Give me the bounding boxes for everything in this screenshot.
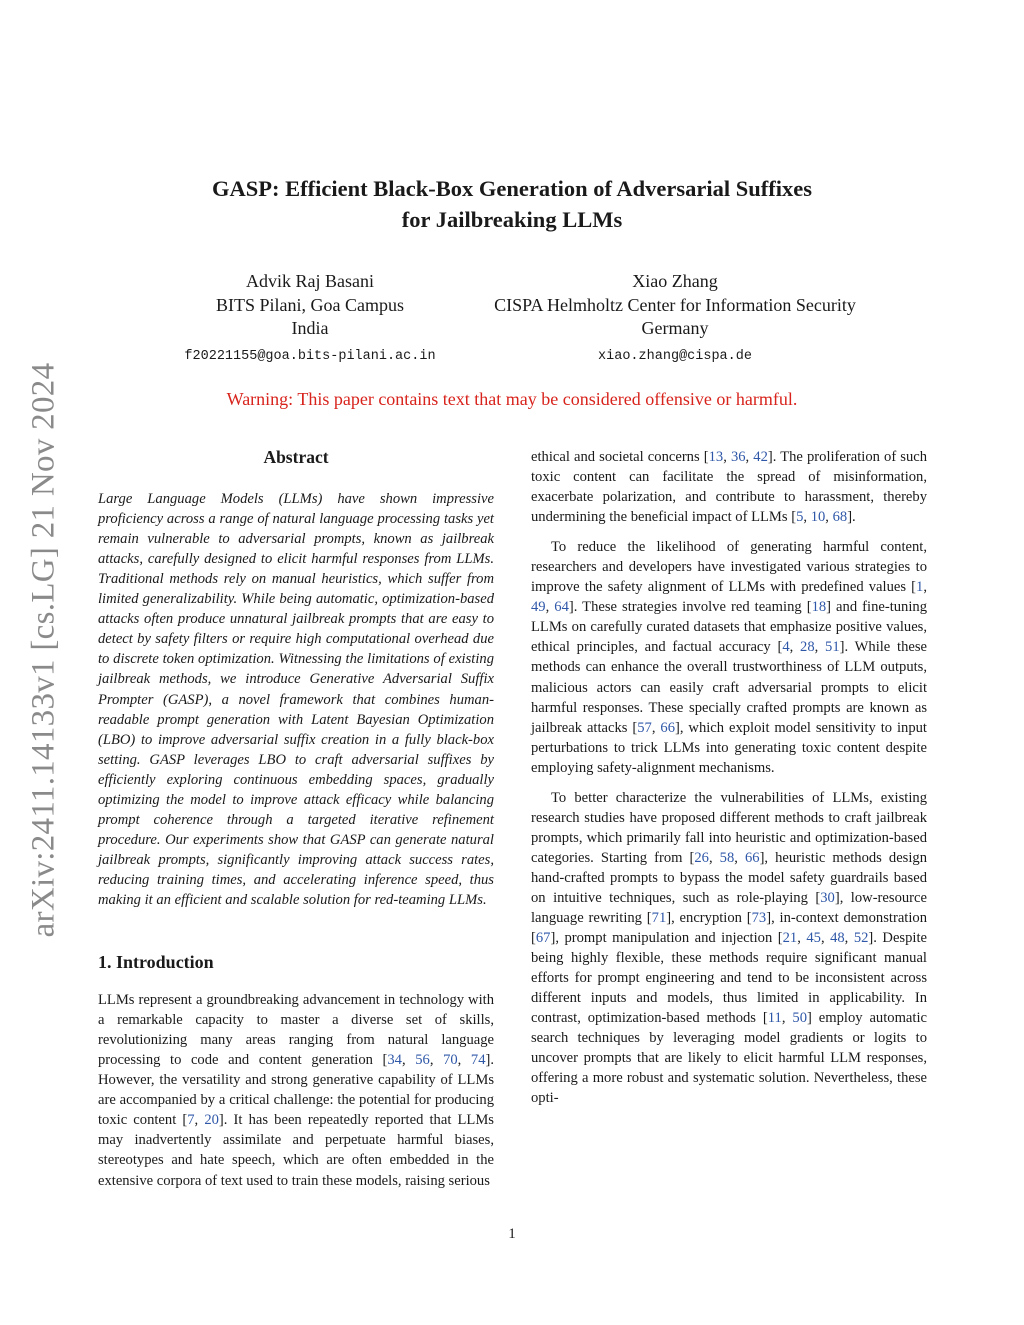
abstract-text: Large Language Models (LLMs) have shown impressive proficiency across a range of natural language processing tasks yet remain vulnerable to adversarial prompts, known as jailbreak attacks, carefully designed to elicit harmful responses from LLMs. Traditional methods rely on manual heuristics, which suffer from limited generalizability. While being automatic, optimization-based attacks often produce unnatural jailbreak prompts that are easy to detect by safety filters or require high computational overhead due to discrete token optimization. Witnessing the limitations of existing jailbreak methods, we introduce Generative Adversarial Suffix Prompter (GASP), a novel framework that combines human-readable prompt generation with Latent Bayesian Optimization (LBO) to improve adversarial suffix creation in a fully black-box setting. GASP leverages LBO to craft adversarial suffixes by efficiently exploring continuous embedding spaces, gradually optimizing the model to improve attack efficacy while balancing prompt coherence through a targeted iterative refinement procedure. Our experiments show that GASP can generate natural jailbreak prompts, significantly improving attack success rates, reducing training times, and accelerating inference speed, thus making it an efficient and scalable solution for red-teaming LLMs. (98, 491, 494, 908)
section-heading: 1. Introduction (98, 952, 214, 973)
author-email: f20221155@goa.bits-pilani.ac.in (184, 348, 436, 364)
citation-link[interactable]: 7 (187, 1112, 195, 1129)
citation-link[interactable]: 58 (719, 849, 735, 866)
author-name: Xiao Zhang (632, 271, 718, 291)
author-name: Advik Raj Basani (246, 271, 374, 291)
citation-link[interactable]: 71 (651, 910, 667, 927)
author-email: xiao.zhang@cispa.de (598, 348, 752, 364)
paper-title (0, 173, 1024, 235)
title-line: GASP: Efficient Black-Box Generation of Adversarial Suffixes (212, 176, 812, 201)
citation-link[interactable]: 51 (825, 639, 840, 656)
citation-link[interactable]: 28 (800, 639, 815, 656)
citation-link[interactable]: 18 (811, 599, 827, 616)
body-paragraph: To reduce the likelihood of generating harmful content, researchers and developers have investigated various strategies to improve the safety alignment of LLMs with predefined values [1, 49, 64]. These strategies involve red teaming [18] and fine-tuning LLMs on carefully curated datasets that emphasize positive values, ethical principles, and factual accuracy [4, 28, 51]. While these methods can enhance the overall trustworthiness of LLM outputs, malicious actors can easily craft adversarial prompts to elicit harmful responses. These specially crafted prompts are known as jailbreak attacks [57, 66], which exploit model sensitivity to input perturbations to trick LLMs into generating toxic content despite employing safety-alignment mechanisms. (531, 539, 928, 776)
citation-link[interactable]: 48 (830, 930, 845, 947)
left-column (98, 447, 494, 1191)
citation-link[interactable]: 50 (792, 1010, 807, 1027)
author-affiliation: CISPA Helmholtz Center for Information Security (494, 294, 856, 315)
citation-link[interactable]: 10 (810, 509, 826, 526)
citation-link[interactable]: 45 (806, 930, 821, 947)
citation-link[interactable]: 42 (753, 449, 768, 465)
right-column (531, 447, 927, 1109)
author-block (130, 270, 490, 368)
citation-link[interactable]: 36 (730, 449, 746, 465)
author-country: India (291, 318, 329, 338)
arxiv-identifier: arXiv:2411.14133v1 [cs.LG] 21 Nov 2024 (25, 362, 62, 938)
citation-link[interactable]: 64 (554, 599, 569, 616)
citation-link[interactable]: 26 (694, 849, 709, 866)
citation-link[interactable]: 57 (637, 719, 652, 736)
body-paragraph: ethical and societal concerns [13, 36, 42]. The proliferation of such toxic content can facilitate the spread of misinformation, exacerbate polarization, and contribute to harassment, thereby undermining the beneficial impact of LLMs [5, 10, 68]. (531, 449, 928, 526)
content-warning: Warning: This paper contains text that may be considered offensive or harmful. (226, 389, 798, 409)
citation-link[interactable]: 66 (744, 849, 760, 866)
citation-link[interactable]: 49 (531, 599, 546, 616)
citation-link[interactable]: 70 (443, 1052, 458, 1069)
citation-link[interactable]: 21 (782, 930, 798, 947)
page-number: 1 (508, 1226, 516, 1242)
citation-link[interactable]: 67 (535, 930, 551, 947)
author-affiliation: BITS Pilani, Goa Campus (216, 294, 404, 315)
citation-link[interactable]: 56 (415, 1052, 430, 1069)
citation-link[interactable]: 74 (470, 1052, 486, 1069)
citation-link[interactable]: 30 (820, 889, 835, 906)
citation-link[interactable]: 66 (660, 719, 675, 736)
citation-link[interactable]: 73 (751, 910, 767, 927)
citation-link[interactable]: 68 (832, 509, 848, 526)
body-paragraph: To better characterize the vulnerabilities of LLMs, existing research studies have proposed different methods to craft jailbreak prompts, which primarily fall into heuristic and optimization-based categories. Starting from [26, 58, 66], heuristic methods design hand-crafted prompts to bypass the model safety guardrails based on intuitive techniques, such as role-playing [30], low-resource language rewriting [71], encryption [73], in-context demonstration [67], prompt manipulation and injection [21, 45, 48, 52]. Despite being highly flexible, these methods require significant manual efforts for prompt engineering and tend to be inconsistent across different inputs and models, thus limited in applicability. In contrast, optimization-based methods [11, 50] employ automatic search techniques by leveraging model gradients or logits to uncover prompts that are likely to elicit harmful LLM responses, offering a more robust and systematic solution. Nevertheless, these opti- (531, 789, 928, 1107)
author-country: Germany (641, 318, 709, 338)
citation-link[interactable]: 1 (916, 579, 924, 596)
citation-link[interactable]: 34 (387, 1052, 402, 1069)
title-line: for Jailbreaking LLMs (401, 207, 623, 232)
author-block (455, 270, 895, 368)
citation-link[interactable]: 11 (767, 1010, 782, 1027)
body-paragraph: LLMs represent a groundbreaking advancement in technology with a remarkable capacity to master a diverse set of skills, revolutionizing many areas ranging from natural language processing to code and content generation [34, 56, 70, 74]. However, the versatility and strong generative capability of LLMs are accompanied by a critical challenge: the potential for producing toxic content [7, 20]. It has been repeatedly reported that LLMs may inadvertently assimilate and perpetuate harmful biases, stereotypes and hate speech, which are often embedded in the extensive corpora of text used to train these models, raising serious (98, 992, 495, 1189)
citation-link[interactable]: 5 (796, 509, 804, 526)
citation-link[interactable]: 52 (853, 930, 869, 947)
citation-link[interactable]: 13 (708, 449, 724, 465)
citation-link[interactable]: 4 (782, 639, 790, 656)
abstract-heading: Abstract (263, 447, 329, 467)
citation-link[interactable]: 20 (204, 1112, 219, 1129)
